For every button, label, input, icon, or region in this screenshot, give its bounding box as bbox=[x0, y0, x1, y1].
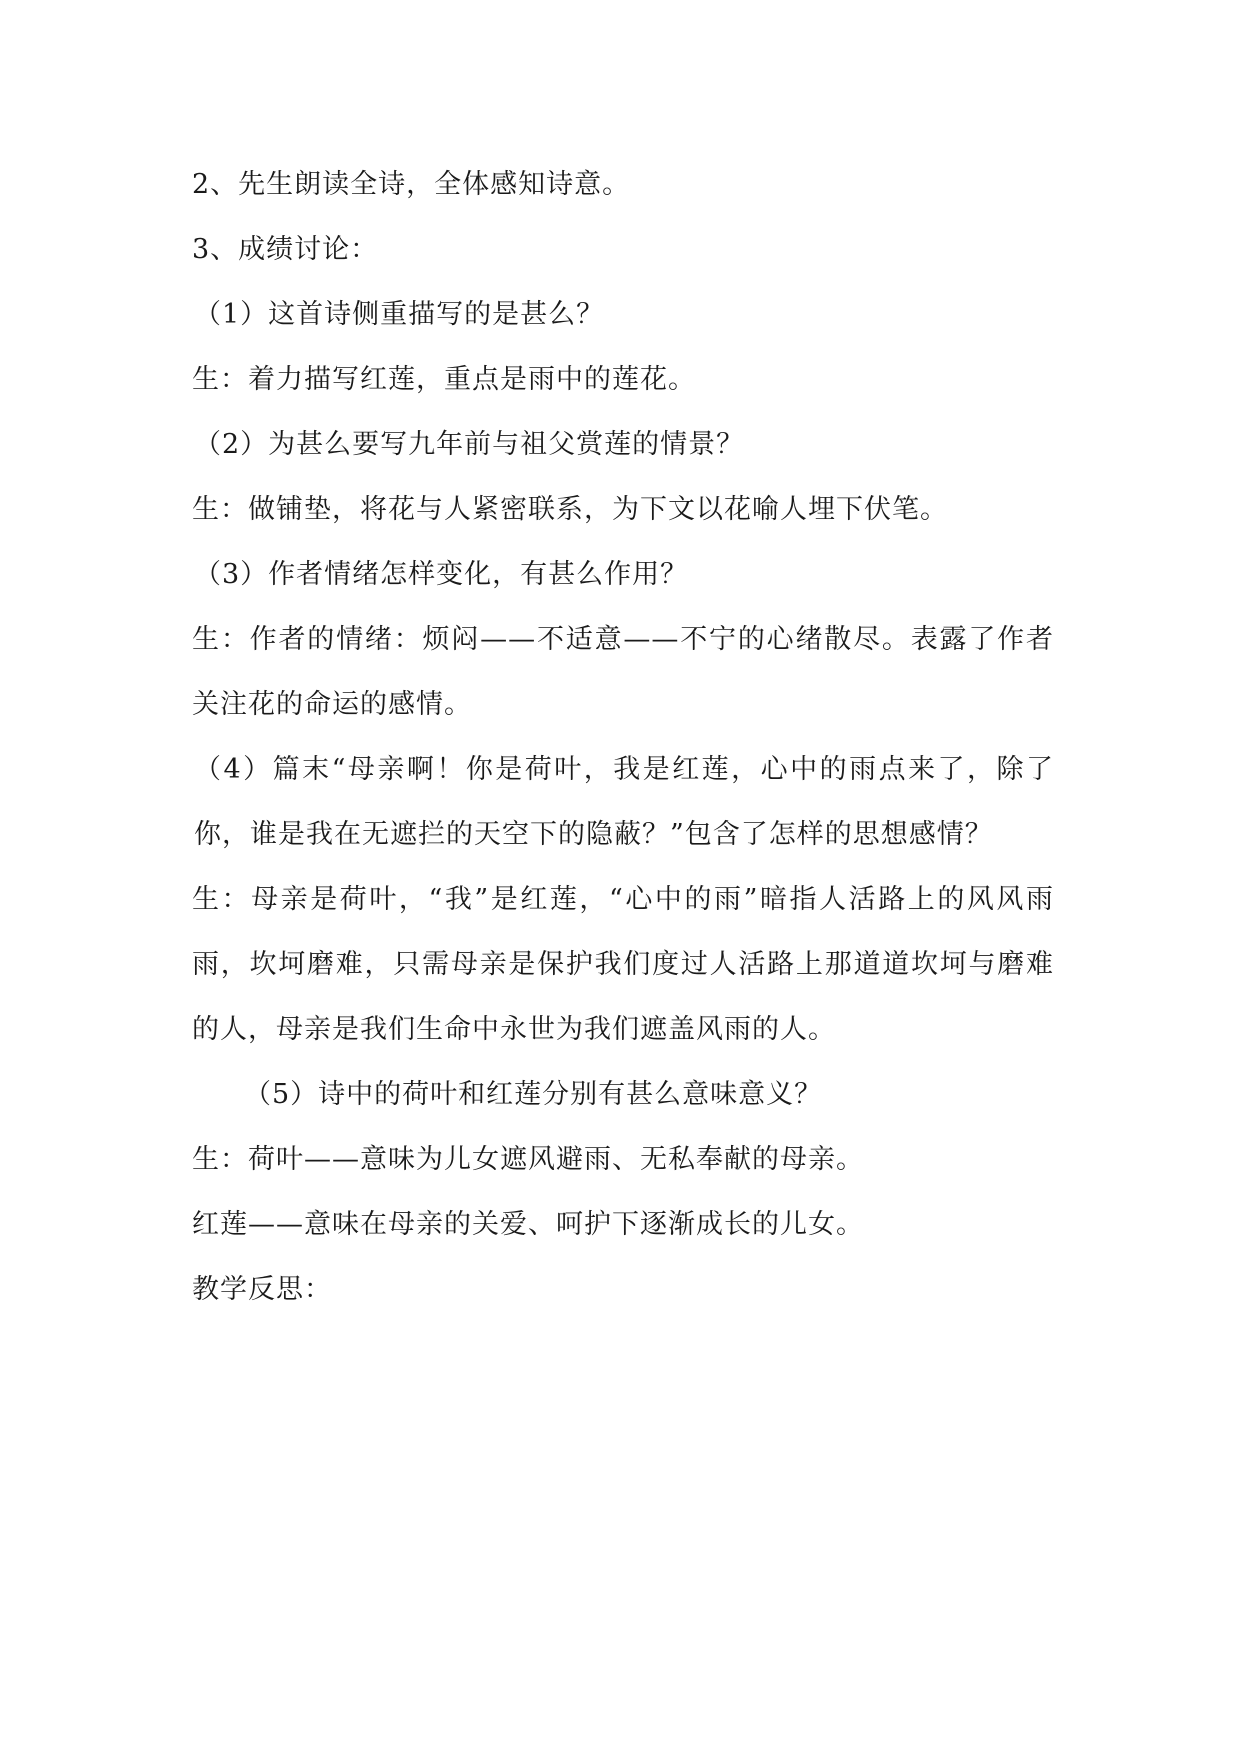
document-body bbox=[192, 152, 1054, 1322]
paragraph-step-2: 2、先生朗读全诗，全体感知诗意。 bbox=[192, 169, 631, 200]
answer-2: 生：做铺垫，将花与人紧密联系，为下文以花喻人埋下伏笔。 bbox=[192, 494, 948, 525]
question-4: （4）篇末“母亲啊！你是荷叶，我是红莲，心中的雨点来了，除了你，谁是我在无遮拦的天空下的隐蔽？”包含了怎样的思想感情？ bbox=[194, 754, 1054, 850]
answer-5-lotus-leaf: 生：荷叶——意味为儿女遮风避雨、无私奉献的母亲。 bbox=[192, 1144, 864, 1175]
question-1: （1）这首诗侧重描写的是甚么？ bbox=[194, 299, 605, 330]
paragraph-step-3: 3、成绩讨论： bbox=[192, 234, 379, 265]
question-2: （2）为甚么要写九年前与祖父赏莲的情景？ bbox=[194, 429, 745, 460]
answer-3: 生：作者的情绪：烦闷——不适意——不宁的心绪散尽。表露了作者关注花的命运的感情。 bbox=[192, 624, 1054, 720]
question-5: （5）诗中的荷叶和红莲分别有甚么意味意义？ bbox=[244, 1079, 823, 1110]
answer-4: 生：母亲是荷叶，“我”是红莲，“心中的雨”暗指人活路上的风风雨雨，坎坷磨难，只需母亲是保护我们度过人活路上那道道坎坷与磨难的人，母亲是我们生命中永世为我们遮盖风雨的人。 bbox=[192, 884, 1054, 1045]
teaching-reflection-heading: 教学反思： bbox=[192, 1274, 332, 1305]
answer-1: 生：着力描写红莲，重点是雨中的莲花。 bbox=[192, 364, 696, 395]
question-3: （3）作者情绪怎样变化，有甚么作用？ bbox=[194, 559, 689, 590]
answer-5-red-lotus: 红莲——意味在母亲的关爱、呵护下逐渐成长的儿女。 bbox=[192, 1209, 864, 1240]
